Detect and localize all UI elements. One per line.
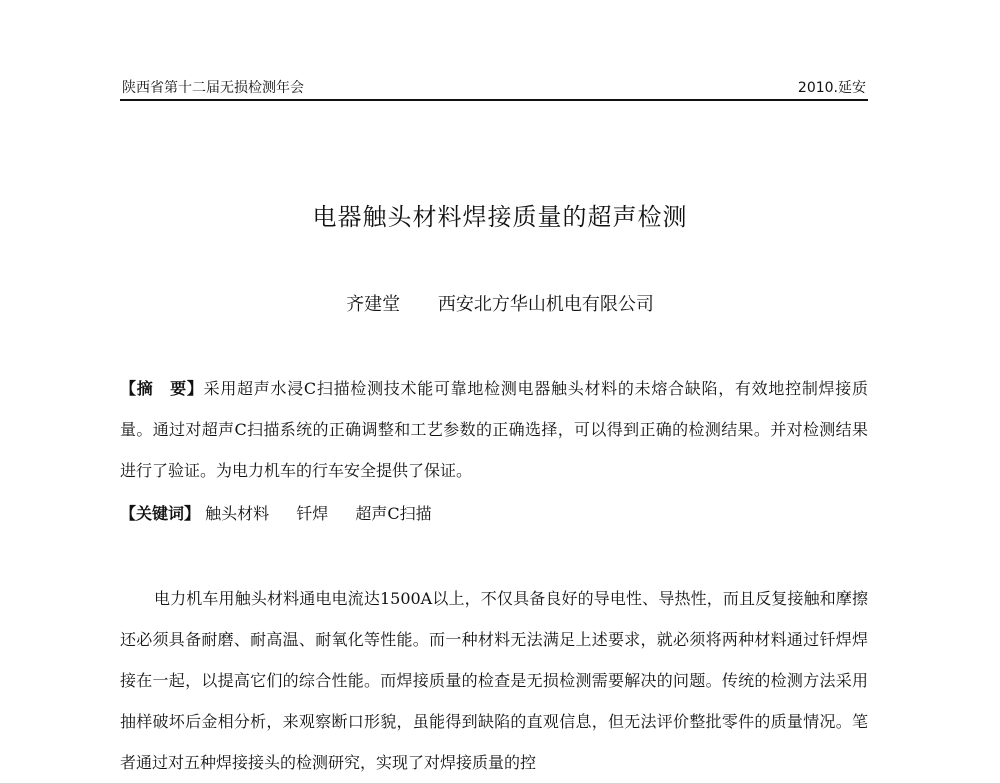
- abstract-label: 【摘 要】: [120, 379, 204, 398]
- keywords: [120, 493, 868, 534]
- keyword-item: 钎焊: [296, 504, 329, 523]
- conference-name: 陕西省第十二届无损检测年会: [122, 80, 304, 96]
- byline: [0, 290, 1000, 316]
- author-affiliation: 西安北方华山机电有限公司: [437, 294, 654, 315]
- body-paragraph: 电力机车用触头材料通电电流达1500A以上，不仅具备良好的导电性、导热性，而且反复接触和摩擦还必须具备耐磨、耐高温、耐氧化等性能。而一种材料无法满足上述要求，就必须将两种材料通过钎焊焊接在一起，以提高它们的综合性能。而焊接质量的检查是无损检测需要解决的问题。传统的检测方法采用抽样破坏后金相分析，来观察断口形貌，虽能得到缺陷的直观信息，但无法评价整批零件的质量情况。笔者通过对五种焊接接头的检测研究，实现了对焊接质量的控: [120, 589, 868, 772]
- keyword-item: 触头材料: [205, 504, 270, 523]
- author-name: 齐建堂: [346, 294, 401, 315]
- keyword-item: 超声C扫描: [355, 504, 432, 523]
- conference-year-location: 2010.延安: [797, 80, 866, 96]
- abstract: [120, 368, 868, 491]
- abstract-text: 采用超声水浸C扫描检测技术能可靠地检测电器触头材料的未熔合缺陷，有效地控制焊接质量。通过对超声C扫描系统的正确调整和工艺参数的正确选择，可以得到正确的检测结果。并对检测结果进行了验证。为电力机车的行车安全提供了保证。: [120, 379, 868, 480]
- paper-title: 电器触头材料焊接质量的超声检测: [312, 203, 688, 231]
- keywords-label: 【关键词】: [120, 504, 201, 523]
- running-header: [120, 73, 868, 101]
